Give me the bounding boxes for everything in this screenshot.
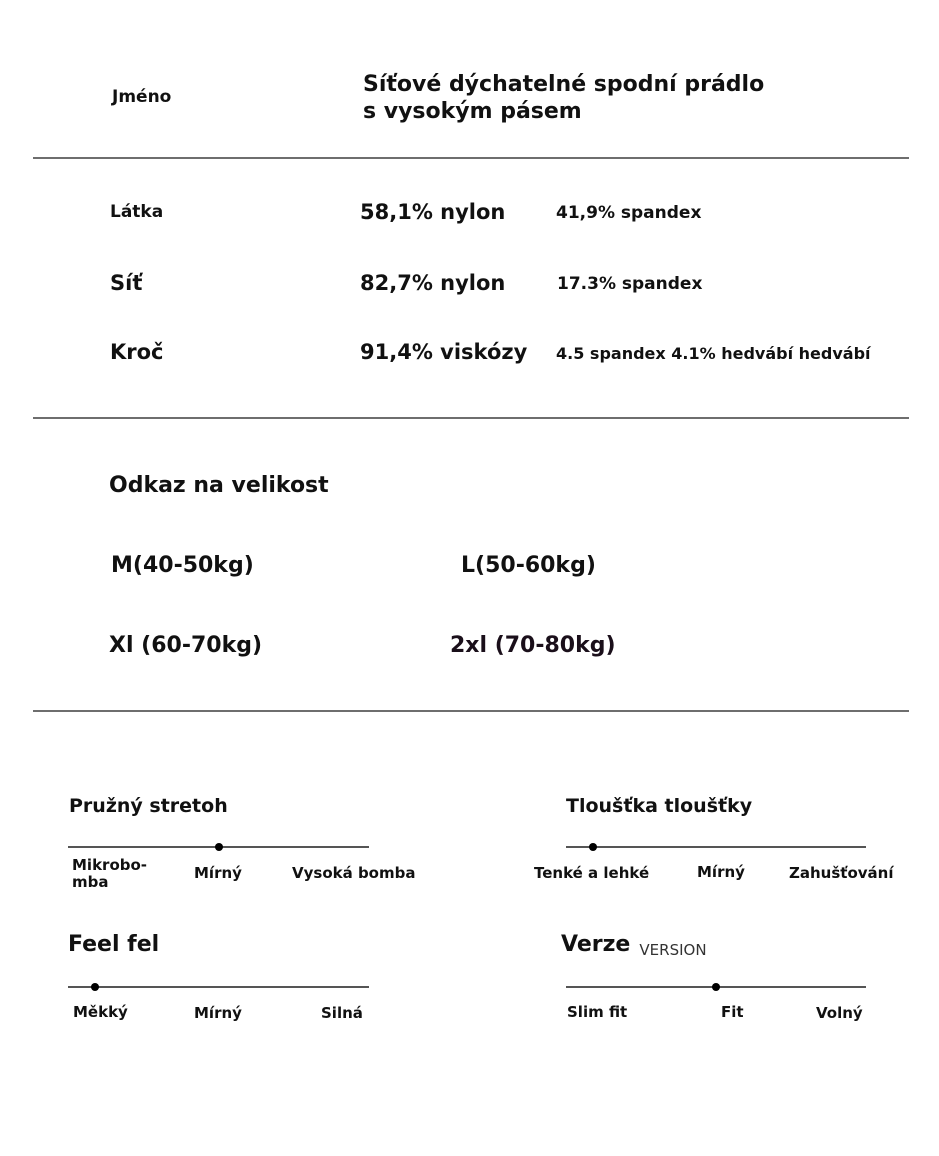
size-m: M(40-50kg) [111,553,254,578]
size-l: L(50-60kg) [461,553,596,578]
scale-tick-version-low: Slim fit [567,1003,628,1021]
scale-marker-thickness [589,843,597,851]
material-label-kroc: Kroč [110,340,164,364]
scale-marker-stretch [215,843,223,851]
divider [33,157,909,159]
scale-tick-feel-low: Měkký [73,1003,128,1021]
size-xl: Xl (60-70kg) [109,633,263,658]
scale-track-feel [68,986,369,988]
scale-subtitle-version: VERSION [639,941,707,959]
scale-tick-version-high: Volný [816,1004,863,1022]
material-secondary-sit: 17.3% spandex [557,274,703,294]
size-2xl: 2xl (70-80kg) [450,633,616,658]
scale-track-thickness [566,846,866,848]
material-label-latka: Látka [110,202,164,222]
scale-heading-version [561,932,707,957]
material-primary-kroc: 91,4% viskózy [360,340,528,364]
scale-title-feel: Feel fel [68,932,160,957]
scale-tick-version-mid: Fit [721,1003,744,1021]
material-primary-sit: 82,7% nylon [360,271,506,295]
name-label: Jméno [112,87,172,107]
material-secondary-latka: 41,9% spandex [556,203,702,223]
scale-track-version [566,986,866,988]
scale-marker-version [712,983,720,991]
material-primary-latka: 58,1% nylon [360,200,506,224]
material-label-sit: Síť [110,271,143,295]
scale-tick-stretch-low: Mikrobo- mba [72,856,148,891]
scale-tick-stretch-high: Vysoká bomba [292,864,416,882]
scale-tick-stretch-mid: Mírný [194,864,242,882]
scale-tick-feel-mid: Mírný [194,1004,242,1022]
material-secondary-kroc: 4.5 spandex 4.1% hedvábí hedvábí [556,344,871,363]
size-reference-title: Odkaz na velikost [109,473,329,498]
scale-tick-thickness-low: Tenké a lehké [534,864,650,882]
scale-tick-feel-high: Silná [321,1004,363,1022]
scale-tick-thickness-mid: Mírný [697,863,745,881]
divider [33,417,909,419]
scale-marker-feel [91,983,99,991]
scale-track-stretch [68,846,369,848]
scale-title-version: Verze [561,932,631,957]
product-name [363,71,764,125]
scale-title-stretch: Pružný stretoh [69,795,228,817]
scale-tick-thickness-high: Zahušťování [789,864,894,882]
divider [33,710,909,712]
scale-title-thickness: Tloušťka tloušťky [566,795,753,817]
product-name-line-2: s vysokým pásem [363,99,582,124]
product-name-line-1: Síťové dýchatelné spodní prádlo [363,72,765,97]
